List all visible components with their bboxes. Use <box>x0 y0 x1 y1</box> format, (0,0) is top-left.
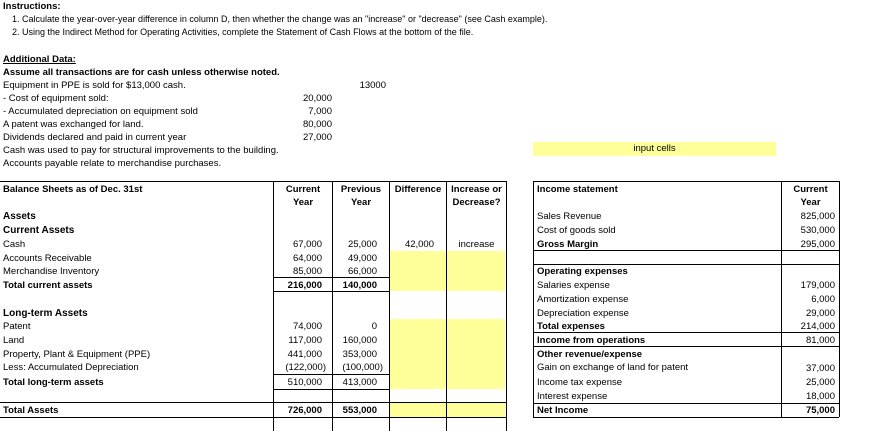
row-label-ppe: Property, Plant & Equipment (PPE) <box>3 349 151 360</box>
incdec-input-total[interactable] <box>447 403 505 417</box>
row-label-land: Land <box>3 335 25 346</box>
accum-value[interactable]: 7,000 <box>308 106 332 117</box>
lt-assets-heading: Long-term Assets <box>3 308 88 319</box>
opex-title: Operating expenses <box>537 266 628 277</box>
patent-current: 74,000 <box>292 321 322 332</box>
salaries-value: 179,000 <box>800 280 835 291</box>
ni-label: Net Income <box>537 405 589 416</box>
is-col-current: Current <box>793 184 828 195</box>
balance-sheet-title: Balance Sheets as of Dec. 31st <box>3 184 143 195</box>
incdec-input-current[interactable] <box>447 251 505 291</box>
structural-note: Cash was used to pay for structural improvements to the building. <box>3 145 279 156</box>
ppe-sold-value[interactable]: 13000 <box>359 80 386 91</box>
land-current: 117,000 <box>288 335 322 346</box>
row-label-patent: Patent <box>3 321 31 332</box>
dividends-value[interactable]: 27,000 <box>302 132 332 143</box>
input-cells-legend <box>533 142 776 156</box>
col-incdec: Increase or <box>451 184 502 195</box>
input-cells-label: input cells <box>633 143 676 154</box>
sales-value: 825,000 <box>800 211 835 222</box>
assets-heading: Assets <box>3 211 36 222</box>
additional-data-title: Additional Data: <box>3 54 76 65</box>
dep-label: Depreciation expense <box>537 308 629 319</box>
interest-value: 18,000 <box>805 391 835 402</box>
total-assets-label: Total Assets <box>3 405 59 416</box>
iop-label: Income from operations <box>537 335 646 346</box>
bs-vline-3 <box>389 181 390 431</box>
totexp-label: Total expenses <box>537 321 605 332</box>
bs-vline-1 <box>273 181 274 431</box>
iop-value: 81,000 <box>805 335 835 346</box>
income-statement-title: Income statement <box>537 184 618 195</box>
instruction-line-1: 1. Calculate the year-over-year difference in column D, then whether the change was an "increase" or "decrease" (see Cash example). <box>12 14 548 24</box>
total-lt-current: 510,000 <box>287 377 322 388</box>
ar-current: 64,000 <box>292 253 322 264</box>
dep-value: 29,000 <box>805 308 835 319</box>
gm-label: Gross Margin <box>537 239 599 250</box>
col-previous: Previous <box>340 184 382 195</box>
instruction-line-2: 2. Using the Indirect Method for Operating Activities, complete the Statement of Cash Flows at the bottom of the file. <box>12 27 474 37</box>
ppe-previous: 353,000 <box>342 349 377 360</box>
bs-top-border <box>0 181 506 182</box>
row-label-cash: Cash <box>3 239 26 250</box>
total-lt-previous: 413,000 <box>342 377 377 388</box>
gain-value: 37,000 <box>805 363 835 374</box>
difference-input-longterm[interactable] <box>390 319 446 389</box>
is-totexp-line <box>533 332 839 333</box>
cash-incdec: increase <box>458 239 495 250</box>
incdec-input-longterm[interactable] <box>447 319 505 389</box>
col-current-year: Year <box>292 197 314 208</box>
is-right-border <box>839 181 840 417</box>
is-iop-line <box>533 346 839 347</box>
total-current-previous: 140,000 <box>342 280 377 291</box>
ppe-sold-note: Equipment in PPE is sold for $13,000 cash. <box>3 80 186 91</box>
cogs-label: Cost of goods sold <box>537 225 616 236</box>
bs-lt-subtotal-line <box>273 374 389 375</box>
dividends-label: Dividends declared and paid in current year <box>3 132 187 143</box>
bs-subtotal-line <box>273 277 389 278</box>
accum-label: - Accumulated depreciation on equipment sold <box>3 106 198 117</box>
cash-difference: 42,000 <box>404 239 434 250</box>
patent-previous: 0 <box>371 321 377 332</box>
is-top-border <box>533 181 839 182</box>
row-label-total-current: Total current assets <box>3 280 93 291</box>
interest-label: Interest expense <box>537 391 608 402</box>
gm-value: 295,000 <box>800 239 835 250</box>
is-bottom-border <box>533 417 839 418</box>
is-ni-top-line <box>533 403 839 404</box>
salaries-label: Salaries expense <box>537 280 610 291</box>
col-previous-year: Year <box>350 197 372 208</box>
cash-current: 67,000 <box>292 239 322 250</box>
difference-input-total[interactable] <box>390 403 446 417</box>
amort-label: Amortization expense <box>537 294 629 305</box>
is-col-year: Year <box>800 197 821 208</box>
instructions-title: Instructions: <box>3 1 61 12</box>
bs-vline-5 <box>506 181 507 431</box>
assume-note: Assume all transactions are for cash unless otherwise noted. <box>3 67 280 78</box>
cost-value[interactable]: 20,000 <box>302 93 332 104</box>
amort-value: 6,000 <box>811 294 835 305</box>
bs-total-current-line <box>273 291 389 292</box>
bs-total-line <box>0 417 506 418</box>
current-assets-heading: Current Assets <box>3 225 75 236</box>
row-label-inventory: Merchandise Inventory <box>3 266 100 277</box>
ar-previous: 49,000 <box>347 253 377 264</box>
total-assets-current: 726,000 <box>287 405 322 416</box>
patent-label: A patent was exchanged for land. <box>3 119 144 130</box>
totexp-value: 214,000 <box>800 321 835 332</box>
bs-total-top-line <box>0 402 506 403</box>
tax-label: Income tax expense <box>537 377 623 388</box>
difference-input-current[interactable] <box>390 251 446 291</box>
ni-value: 75,000 <box>805 405 835 416</box>
ppe-current: 441,000 <box>287 349 322 360</box>
col-incdec-2: Decrease? <box>452 197 501 208</box>
bs-vline-4 <box>446 181 447 431</box>
land-previous: 160,000 <box>342 335 377 346</box>
gain-label: Gain on exchange of land for patent <box>537 362 689 373</box>
cash-previous: 25,000 <box>347 239 377 250</box>
inventory-previous: 66,000 <box>347 266 377 277</box>
patent-value[interactable]: 80,000 <box>302 119 332 130</box>
inventory-current: 85,000 <box>292 266 322 277</box>
row-label-accum-dep: Less: Accumulated Depreciation <box>3 362 139 373</box>
accum-dep-current: (122,000) <box>285 362 326 373</box>
is-left-border <box>533 181 534 417</box>
is-opex-line <box>533 264 839 265</box>
tax-value: 25,000 <box>805 377 835 388</box>
cost-label: - Cost of equipment sold: <box>3 93 109 104</box>
bs-lt-total-line <box>273 389 389 390</box>
cogs-value: 530,000 <box>800 225 835 236</box>
sales-label: Sales Revenue <box>537 211 602 222</box>
total-current-current: 216,000 <box>287 280 322 291</box>
col-current: Current <box>285 184 321 195</box>
total-assets-previous: 553,000 <box>342 405 377 416</box>
ap-note: Accounts payable relate to merchandise purchases. <box>3 158 222 169</box>
bs-vline-2 <box>332 181 333 431</box>
row-label-ar: Accounts Receivable <box>3 253 92 264</box>
is-gm-line <box>533 250 839 251</box>
col-difference: Difference <box>394 184 442 195</box>
row-label-total-lt: Total long-term assets <box>3 377 104 388</box>
accum-dep-previous: (100,000) <box>342 362 383 373</box>
other-title: Other revenue/expense <box>537 349 643 360</box>
